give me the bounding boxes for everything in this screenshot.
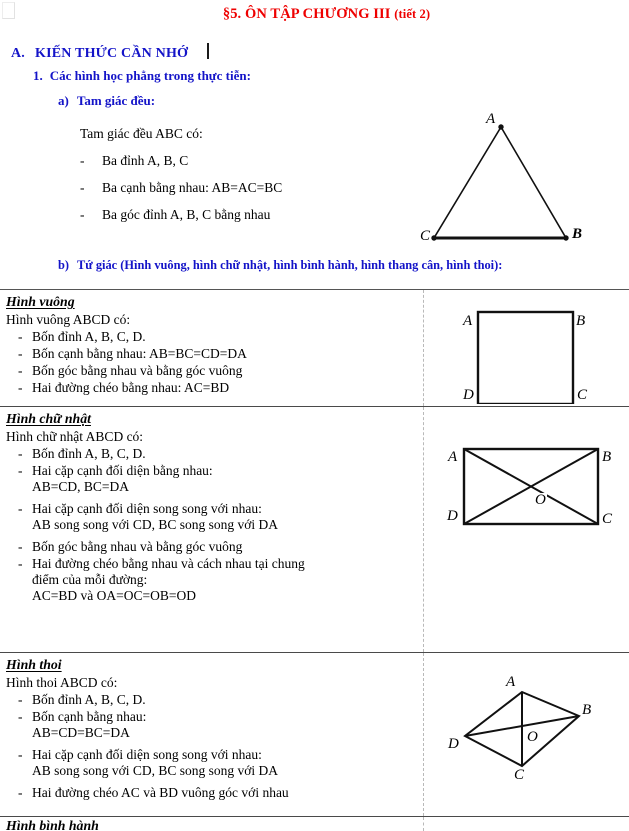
list-item xyxy=(6,747,419,779)
bullet-main: Bốn cạnh bằng nhau: xyxy=(32,709,147,724)
square-figure-cell xyxy=(423,290,629,406)
square-intro: Hình vuông ABCD có: xyxy=(6,312,131,327)
rhombus-label-a: A xyxy=(506,674,516,690)
page-title xyxy=(0,6,629,23)
triangle-svg xyxy=(420,105,620,260)
bullet-dash: - xyxy=(18,329,23,344)
rectangle-bullet-list xyxy=(6,446,419,604)
heading-item-b-label: Tứ giác (Hình vuông, hình chữ nhật, hình bình hành, hình thang cân, hình thoi): xyxy=(77,258,503,272)
rectangle-label-c: C xyxy=(602,511,613,527)
heading-item-1 xyxy=(33,68,251,84)
shapes-table xyxy=(0,289,629,831)
rectangle-intro: Hình chữ nhật ABCD có: xyxy=(6,429,144,444)
list-item xyxy=(6,692,419,708)
bullet-text xyxy=(32,709,419,741)
list-item xyxy=(6,539,419,555)
page-title-main: §5. ÔN TẬP CHƯƠNG III xyxy=(222,6,391,22)
square-label-a: A xyxy=(463,313,473,329)
rectangle-title: Hình chữ nhật xyxy=(6,411,91,426)
bullet-dash: - xyxy=(18,747,23,762)
triangle-label-a: A xyxy=(486,111,496,127)
square-label-b: B xyxy=(576,313,586,329)
vertex-a-dot xyxy=(498,124,503,129)
triangle-label-c: C xyxy=(420,228,431,244)
rectangle-svg xyxy=(434,431,614,541)
bullet-main: Hai cặp cạnh đối diện song song với nhau: xyxy=(32,501,262,516)
heading-item-a xyxy=(58,93,155,109)
list-item xyxy=(6,346,419,362)
bullet-text xyxy=(32,463,419,495)
bullet-text: Bốn góc bằng nhau và bằng góc vuông xyxy=(32,363,243,378)
bullet-dash: - xyxy=(18,463,23,478)
triangle-bullet xyxy=(80,153,282,169)
list-item xyxy=(6,785,419,801)
heading-item-1-marker: 1. xyxy=(33,68,43,83)
bullet-sub2: AC=BD và OA=OC=OB=OD xyxy=(32,588,196,603)
bullet-text: Bốn cạnh bằng nhau: AB=BC=CD=DA xyxy=(32,346,247,361)
rhombus-figure xyxy=(434,673,614,798)
list-item xyxy=(6,363,419,379)
bullet-dash: - xyxy=(80,180,85,195)
table-row-parallelogram xyxy=(0,816,629,831)
parallelogram-description-cell xyxy=(0,817,423,831)
rectangle-figure-cell xyxy=(423,407,629,652)
square-bullet-list xyxy=(6,329,419,396)
rhombus-label-o: O xyxy=(527,729,538,745)
bullet-text: Bốn đỉnh A, B, C, D. xyxy=(32,692,146,707)
triangle-label-b: B xyxy=(572,226,583,242)
triangle-outline xyxy=(434,127,566,238)
bullet-text xyxy=(32,501,419,533)
rectangle-label-a: A xyxy=(448,449,458,465)
bullet-sub: AB=CD=BC=DA xyxy=(32,725,130,740)
bullet-dash: - xyxy=(80,153,85,168)
list-item xyxy=(6,463,419,495)
bullet-dash: - xyxy=(18,501,23,516)
list-item xyxy=(6,446,419,462)
text-cursor xyxy=(207,43,209,59)
square-outline xyxy=(478,312,573,404)
rhombus-bullet-list xyxy=(6,692,419,801)
heading-section-a-marker: A. xyxy=(11,46,26,61)
bullet-dash: - xyxy=(18,709,23,724)
bullet-dash: - xyxy=(18,692,23,707)
square-label-d: D xyxy=(463,387,474,403)
rectangle-label-o: O xyxy=(535,492,546,508)
rectangle-label-b: B xyxy=(602,449,612,465)
list-item xyxy=(6,329,419,345)
rectangle-description-cell xyxy=(0,407,423,652)
bullet-text: Ba đỉnh A, B, C xyxy=(102,153,189,168)
bullet-dash: - xyxy=(18,446,23,461)
bullet-text: Bốn đỉnh A, B, C, D. xyxy=(32,329,146,344)
bullet-sub: điểm của mỗi đường: xyxy=(32,572,148,587)
rhombus-intro: Hình thoi ABCD có: xyxy=(6,675,118,690)
rhombus-figure-cell xyxy=(423,653,629,816)
triangle-bullet xyxy=(80,180,282,196)
list-item xyxy=(6,380,419,396)
square-label-c: C xyxy=(577,387,588,403)
bullet-text: Hai đường chéo bằng nhau: AC=BD xyxy=(32,380,230,395)
bullet-text: Bốn góc bằng nhau và bằng góc vuông xyxy=(32,539,243,554)
heading-item-a-label: Tam giác đều: xyxy=(76,93,156,108)
list-item xyxy=(6,501,419,533)
square-description-cell xyxy=(0,290,423,406)
table-row-square xyxy=(0,289,629,406)
bullet-dash: - xyxy=(18,556,23,571)
bullet-dash: - xyxy=(18,380,23,395)
rectangle-figure xyxy=(434,431,614,541)
heading-section-a-label: KIẾN THỨC CẦN NHỚ xyxy=(35,46,189,61)
parallelogram-title: Hình bình hành xyxy=(6,818,99,831)
list-item xyxy=(6,709,419,741)
bullet-main: Hai đường chéo bằng nhau và cách nhau tại chung xyxy=(32,556,305,571)
square-figure xyxy=(442,296,612,404)
bullet-text xyxy=(32,556,419,604)
bullet-main: Hai cặp cạnh đối diện bằng nhau: xyxy=(32,463,213,478)
bullet-sub: AB=CD, BC=DA xyxy=(32,479,129,494)
vertex-c-dot xyxy=(431,235,436,240)
rhombus-label-c: C xyxy=(514,767,525,783)
triangle-description xyxy=(80,126,282,234)
bullet-dash: - xyxy=(18,346,23,361)
heading-item-b-marker: b) xyxy=(58,258,70,272)
table-row-rectangle xyxy=(0,406,629,652)
bullet-text: Hai đường chéo AC và BD vuông góc với nhau xyxy=(32,785,289,800)
heading-item-1-label: Các hình học phẳng trong thực tiễn: xyxy=(49,68,251,83)
parallelogram-figure-cell xyxy=(423,817,629,831)
rhombus-label-d: D xyxy=(448,736,459,752)
heading-section-a xyxy=(11,41,209,62)
vertex-b-dot xyxy=(563,235,568,240)
list-item xyxy=(6,556,419,604)
bullet-dash: - xyxy=(18,363,23,378)
bullet-text: Ba góc đỉnh A, B, C bằng nhau xyxy=(102,207,271,222)
table-row-rhombus xyxy=(0,652,629,816)
equilateral-triangle-figure xyxy=(420,105,620,260)
bullet-sub: AB song song với CD, BC song song với DA xyxy=(32,763,279,778)
bullet-dash: - xyxy=(18,785,23,800)
page-title-suffix: (tiết 2) xyxy=(394,7,431,21)
rhombus-description-cell xyxy=(0,653,423,816)
rhombus-title: Hình thoi xyxy=(6,657,62,672)
triangle-bullet xyxy=(80,207,282,223)
bullet-dash: - xyxy=(18,539,23,554)
bullet-text: Ba cạnh bằng nhau: AB=AC=BC xyxy=(102,180,283,195)
rectangle-label-d: D xyxy=(447,508,458,524)
rhombus-label-b: B xyxy=(582,702,592,718)
bullet-sub: AB song song với CD, BC song song với DA xyxy=(32,517,279,532)
triangle-lead: Tam giác đều ABC có: xyxy=(80,126,203,141)
heading-item-b xyxy=(58,258,502,273)
bullet-text: Bốn đỉnh A, B, C, D. xyxy=(32,446,146,461)
square-title: Hình vuông xyxy=(6,294,75,309)
bullet-main: Hai cặp cạnh đối diện song song với nhau: xyxy=(32,747,262,762)
bullet-text xyxy=(32,747,419,779)
bullet-dash: - xyxy=(80,207,85,222)
heading-item-a-marker: a) xyxy=(58,93,69,108)
